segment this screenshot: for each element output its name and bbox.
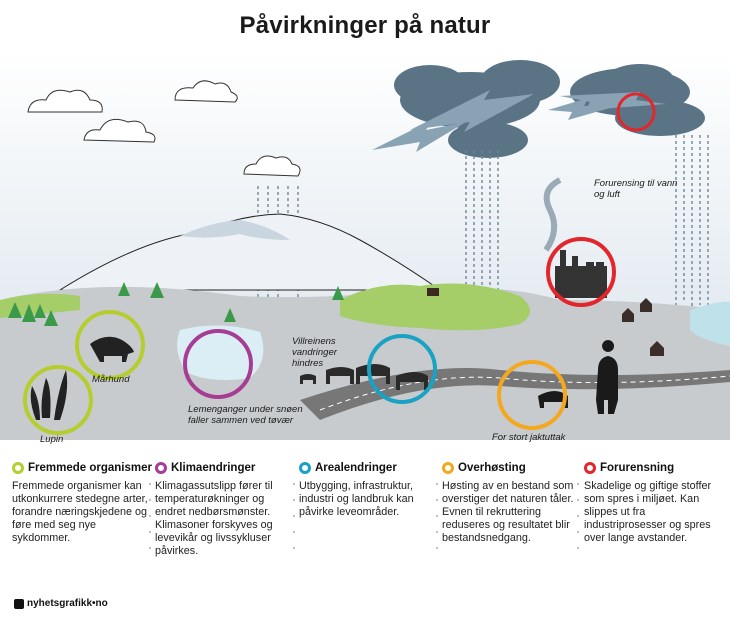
- legend-title: Overhøsting: [458, 462, 526, 474]
- label-lemen: Lemenganger under snøen faller sammen ved tøvær: [188, 404, 303, 426]
- legend-text: Fremmede organismer kan utkonkurrere stedegne arter, forandre næringskjedene og føre med seg nye sykdommer.: [12, 480, 148, 544]
- forurensning-ring-icon: [584, 462, 596, 474]
- label-jakt: For stort jaktuttak: [492, 432, 566, 443]
- legend-text: Klimagassutslipp fører til temperaturøkninger og endret nedbørsmønster. Klimasoner forskyves og levevikår og livssykluser påvirkes.: [155, 480, 273, 557]
- legend-title: Klimaendringer: [171, 462, 256, 474]
- areal-ring-icon: [299, 462, 311, 474]
- legend-title: Fremmede organismer: [28, 462, 152, 474]
- legend-text: Utbygging, infrastruktur, industri og landbruk kan påvirke leveområder.: [299, 480, 414, 518]
- overhosting-ring-icon: [442, 462, 454, 474]
- farm-house: [427, 288, 439, 296]
- legend-text: Skadelige og giftige stoffer som spres i miljøet. Kan slippes ut fra industriprosesser og spres over lange avstander.: [584, 480, 712, 544]
- legend-text: Høsting av en bestand som overstiger det naturen tåler. Evnen til rekruttering reduseres og resultatet blir bestandsnedgang.: [442, 480, 574, 544]
- legend-fremmede: [12, 462, 152, 545]
- page-title: Påvirkninger på natur: [239, 12, 491, 39]
- legend-klima: [155, 462, 295, 558]
- label-villrein: Villreinens vandringer hindres: [292, 336, 337, 369]
- legend-title: Arealendringer: [315, 462, 397, 474]
- legend-forurensning: [584, 462, 720, 545]
- label-lupin: Lupin: [40, 434, 64, 445]
- legend-overhosting: [442, 462, 582, 545]
- label-forurensning: Forurensing til vann og luft: [594, 178, 678, 200]
- legend-title: Forurensning: [600, 462, 675, 474]
- fremmede-ring-icon: [12, 462, 24, 474]
- legend-areal: [299, 462, 439, 519]
- brand: [14, 598, 108, 609]
- label-marhund: Mårhund: [92, 374, 130, 385]
- brand-text: nyhetsgrafikk•no: [27, 598, 108, 609]
- brand-logo-icon: [14, 599, 24, 609]
- klima-ring-icon: [155, 462, 167, 474]
